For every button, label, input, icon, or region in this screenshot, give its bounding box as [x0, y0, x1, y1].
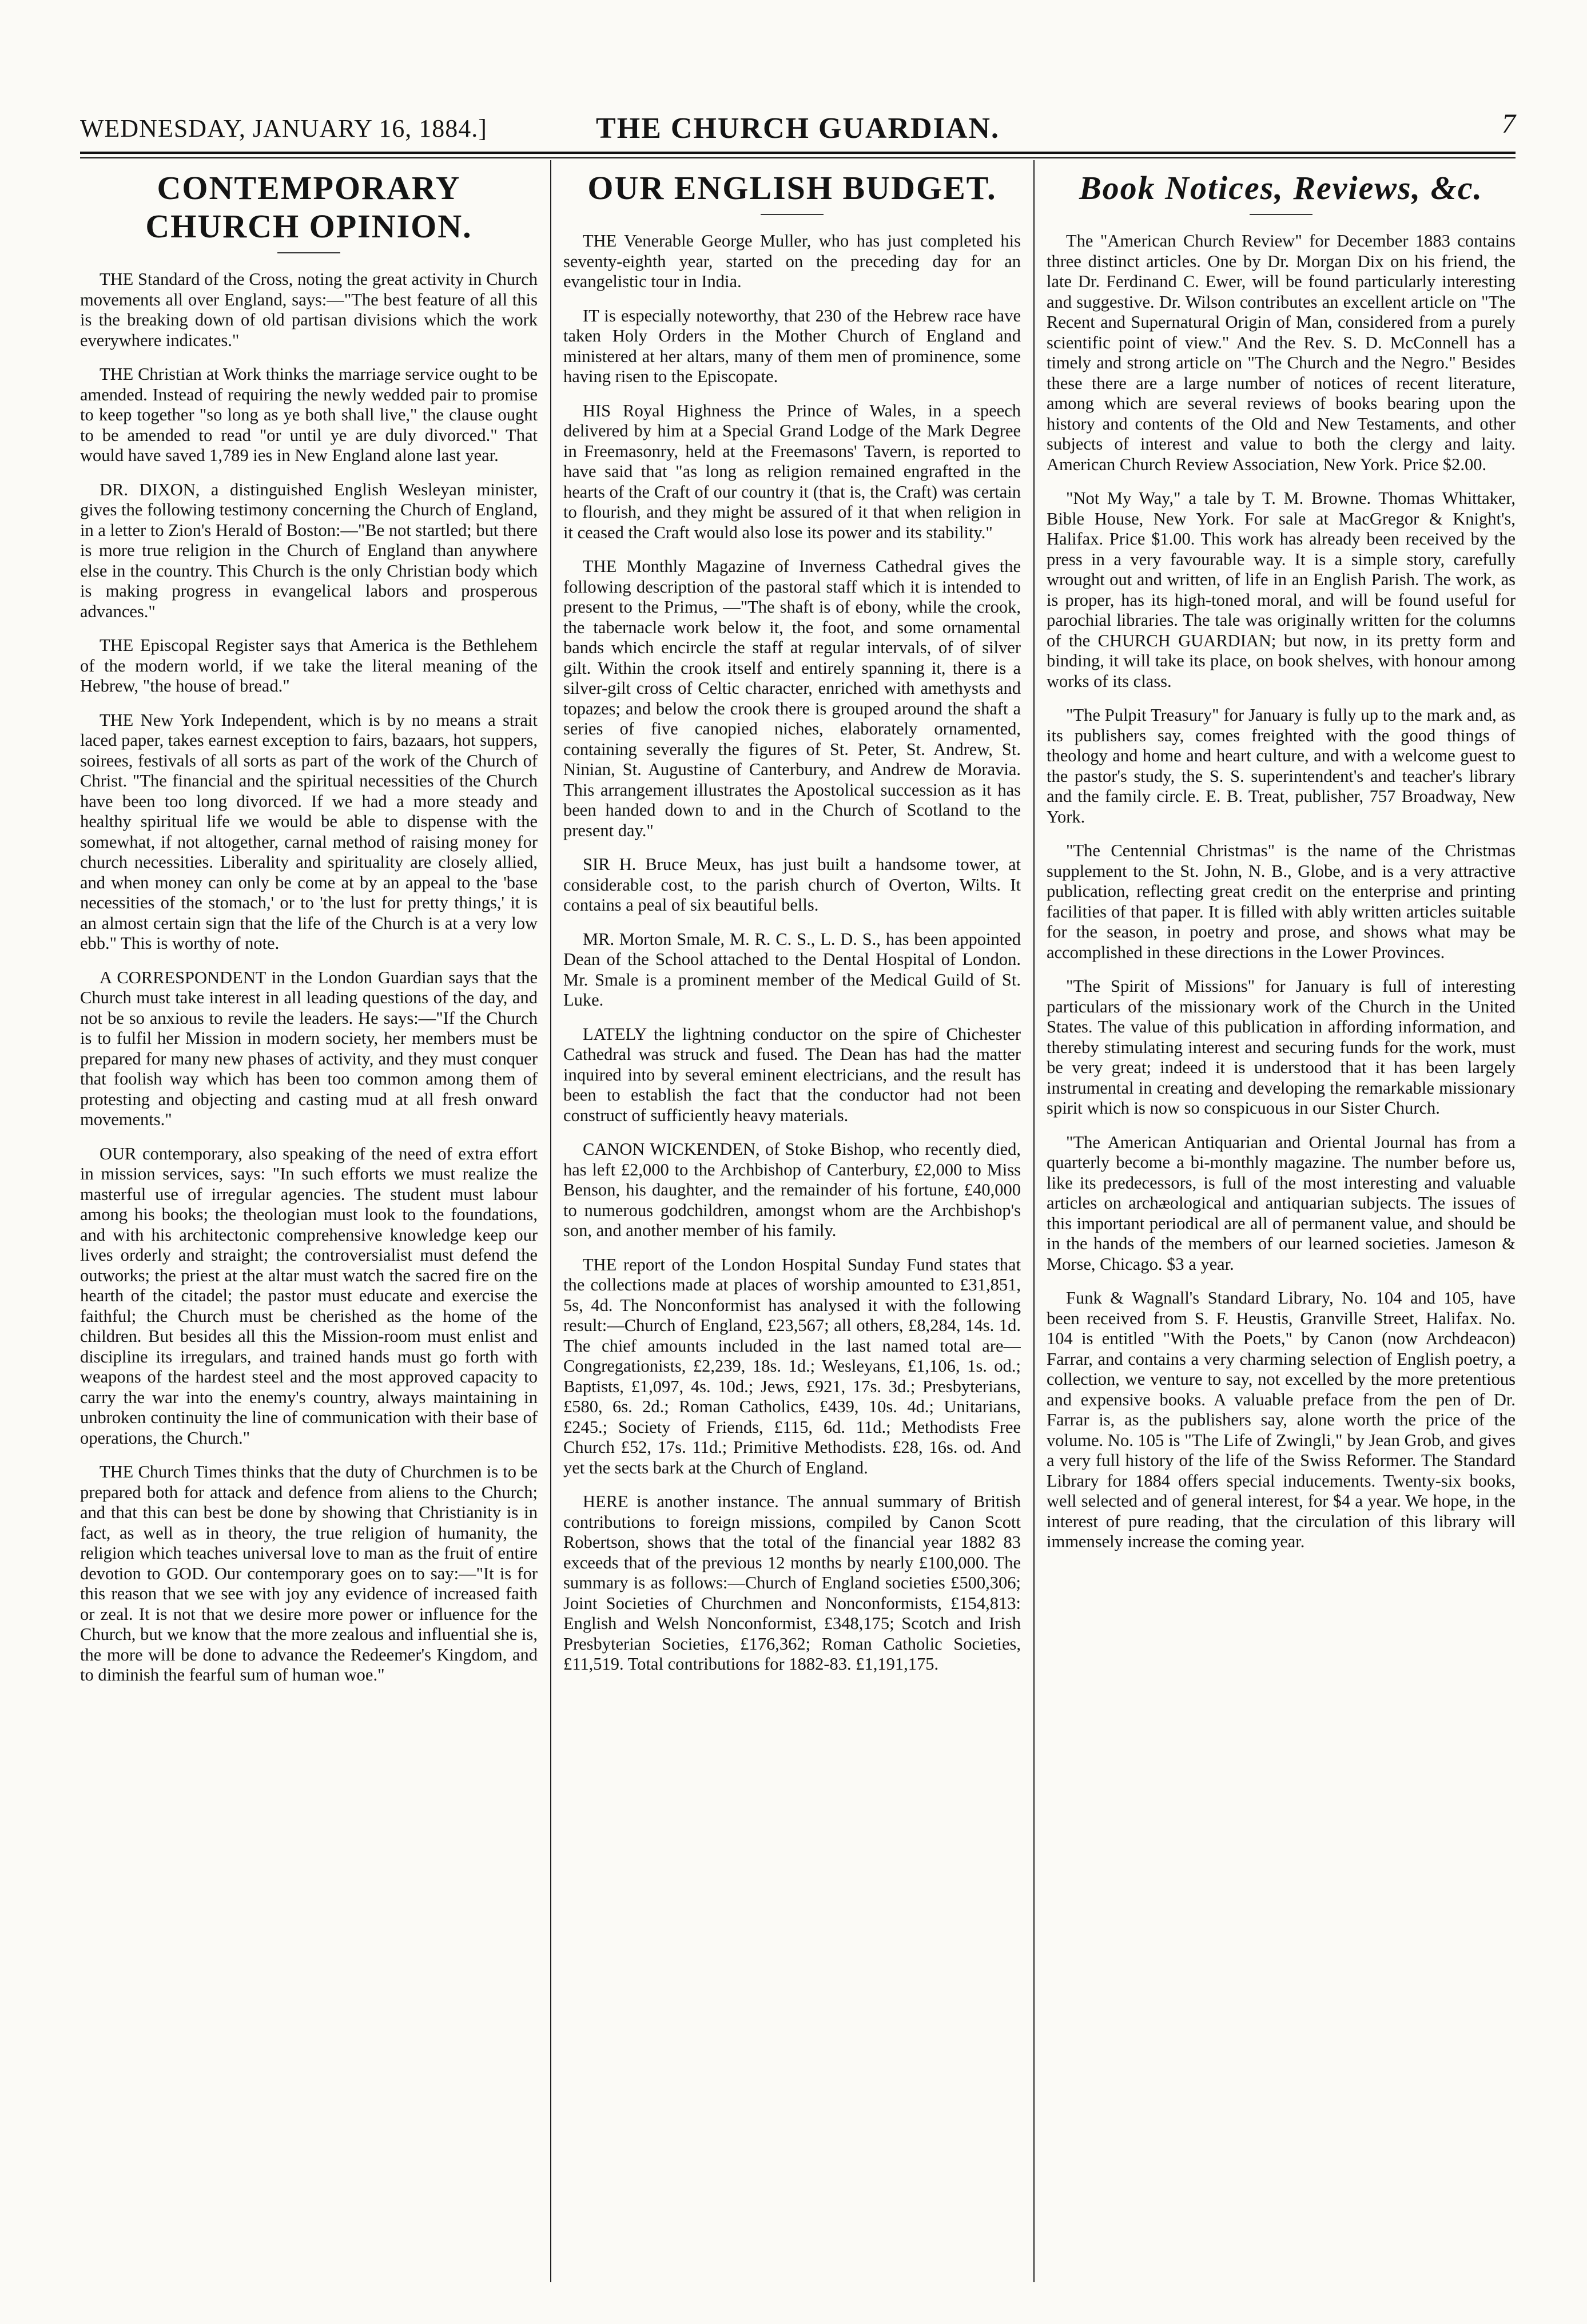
article-paragraph: "The Pulpit Treasury" for January is fully up to the mark and, as its publishers say, comes freighted with the good things of theology and home and heart culture, and with a welcome guest to the pastor's study, the S. S. superintendent's and teacher's library and the family circle. E. B. Treat, publisher, 757 Broadway, New York. — [1047, 705, 1516, 827]
column-english-budget — [563, 169, 1021, 2279]
newspaper-page — [80, 69, 1516, 2288]
heading-rule — [277, 252, 340, 253]
column-divider — [550, 160, 551, 2282]
article-paragraph: THE report of the London Hospital Sunday Fund states that the collections made at places of worship amounted to £31,851, 5s, 4d. The Nonconformist has analysed it with the following result:—Church of England, £23,567; all others, £8,284, 14s. 1d. The chief amounts included in the last named total are—Congregationists, £2,239, 18s. 1d.; Wesleyans, £1,106, 1s. od.; Baptists, £1,097, 4s. 10d.; Jews, £921, 17s. 3d.; Presbyterians, £580, 6s. 2d.; Roman Catholics, £439, 10s. 4d.; Unitarians, £245.; Society of Friends, £115, 6d. 11d.; Methodists Free Church £52, 17s. 11d.; Primitive Methodists. £28, 16s. od. And yet the sects bark at the Church of England. — [563, 1254, 1021, 1477]
article-paragraph: THE Episcopal Register says that America is the Bethlehem of the modern world, if we take the literal meaning of the Hebrew, "the house of bread." — [80, 635, 538, 696]
heading-rule — [761, 214, 824, 215]
article-paragraph: THE Standard of the Cross, noting the great activity in Church movements all over England, says:—"The best feature of all this is the breaking down of old partisan divisions which the work everywhere indicates." — [80, 269, 538, 350]
article-paragraph: HERE is another instance. The annual summary of British contributions to foreign missions, compiled by Canon Scott Robertson, shows that the total of the financial year 1882 83 exceeds that of the previous 12 months by nearly £100,000. The summary is as follows:—Church of England societies £500,306; Joint Societies of Churchmen and Nonconformists, £154,813: English and Welsh Nonconformist, £348,175; Scotch and Irish Presbyterian Societies, £176,362; Roman Catholic Societies, £11,519. Total contributions for 1882-83. £1,191,175. — [563, 1492, 1021, 1674]
article-paragraph: THE Venerable George Muller, who has just completed his seventy-eighth year, started on the preceding day for an evangelistic tour in India. — [563, 231, 1021, 291]
article-paragraph: "The Spirit of Missions" for January is full of interesting particulars of the missionary work of the Church in the United States. The value of this publication in affording information, and thereby stimulating interest and securing funds for the work, must be very great; indeed it is understood that it has been largely instrumental in creating and developing the remarkable missionary spirit which is now so conspicuous in our Sister Church. — [1047, 976, 1516, 1118]
article-paragraph: "The Centennial Christmas" is the name of the Christmas supplement to the St. John, N. B., Globe, and is a very attractive publication, reflecting great credit on the enterprise and printing facilities of that paper. It is filled with ably written articles suitable for the season, in poetry and prose, and shows what may be accomplished in these directions in the Lower Provinces. — [1047, 841, 1516, 962]
newspaper-title: THE CHURCH GUARDIAN. — [596, 112, 1000, 145]
article-paragraph: A CORRESPONDENT in the London Guardian says that the Church must take interest in all leading questions of the day, and not be so anxious to revile the leaders. He says:—"If the Church is to fulfil her Mission in modern society, her members must be prepared for many new phases of activity, and they must conquer that foolish way which has been too common among them of protesting and objecting and casting mud at all fresh onward movements." — [80, 967, 538, 1129]
page-header — [80, 109, 1516, 154]
column-divider — [1033, 160, 1035, 2282]
article-paragraph: MR. Morton Smale, M. R. C. S., L. D. S., has been appointed Dean of the School attached to the Dental Hospital of London. Mr. Smale is a prominent member of the Medical Guild of St. Luke. — [563, 929, 1021, 1010]
section-heading: CONTEMPORARY CHURCH OPINION. — [145, 169, 472, 245]
article-paragraph: DR. DIXON, a distinguished English Wesleyan minister, gives the following testimony concerning the Church of England, in a letter to Zion's Herald of Boston:—"Be not startled; but there is more true religion in the Church of England than anywhere else in the country. This Church is the only Christian body which is making progress in evangelical labors and prosperous advances." — [80, 479, 538, 621]
section-heading: Book Notices, Reviews, &c. — [1079, 169, 1483, 206]
article-paragraph: THE Monthly Magazine of Inverness Cathedral gives the following description of the pastoral staff which it is intended to present to the Primus, —"The shaft is of ebony, while the crook, the tabernacle work below it, the foot, and some ornamental bands which encircle the staff at regular intervals, of of silver gilt. Within the crook itself and entirely spanning it, there is a silver-gilt cross of Celtic character, enriched with amethysts and topazes; and below the crook there is grouped around the shaft a series of five canopied niches, elaborately ornamented, containing severally the figures of St. Peter, St. Andrew, St. Ninian, St. Augustine of Canterbury, and Andrew de Moravia. This arrangement illustrates the Apostolical succession as it has been handed down to and in the Church of Scotland to the present day." — [563, 557, 1021, 840]
article-paragraph: THE New York Independent, which is by no means a strait laced paper, takes earnest exception to fairs, bazaars, hot suppers, soirees, festivals of all sorts as part of the work of the Church of Christ. "The financial and the spiritual necessities of the Church have been too long divorced. If we had a more steady and healthy spiritual life we would be able to dispense with the somewhat, if not altogether, carnal method of raising money for church necessities. Liberality and spirituality are closely allied, and when money can only be come at by an appeal to the 'base necessities of the stomach,' or to 'the lust for pretty things,' it is an almost certain sign that the life of the Church is at a very low ebb." This is worthy of note. — [80, 710, 538, 953]
article-body — [80, 269, 538, 1686]
issue-date: WEDNESDAY, JANUARY 16, 1884.] — [80, 114, 487, 142]
header-rule — [80, 157, 1516, 158]
column-book-notices — [1047, 169, 1516, 2279]
section-heading: OUR ENGLISH BUDGET. — [587, 169, 997, 206]
article-body — [1047, 231, 1516, 1552]
article-paragraph: LATELY the lightning conductor on the spire of Chichester Cathedral was struck and fused. The Dean has had the matter inquired into by several eminent electricians, and the result has been to establish the fact that the conductor had not been construct of sufficiently heavy materials. — [563, 1024, 1021, 1125]
article-paragraph: "The American Antiquarian and Oriental Journal has from a quarterly become a bi-monthly magazine. The number before us, like its predecessors, is full of the most interesting and valuable articles on archæological and antiquarian subjects. The issues of this important periodical are all of permanent value, and should be in the hands of the members of our learned societies. Jameson & Morse, Chicago. $3 a year. — [1047, 1132, 1516, 1274]
article-paragraph: "Not My Way," a tale by T. M. Browne. Thomas Whittaker, Bible House, New York. For sale at MacGregor & Knight's, Halifax. Price $1.00. This work has already been received by the press in a very favourable way. It is a simple story, carefully wrought out and written, of life in an English Parish. The work, as is proper, has its high-toned moral, and will be found useful for parochial libraries. The tale was originally written for the columns of the CHURCH GUARDIAN; but now, in its pretty form and binding, it will take its place, on book shelves, with honour among works of its class. — [1047, 488, 1516, 691]
article-paragraph: HIS Royal Highness the Prince of Wales, in a speech delivered by him at a Special Grand Lodge of the Mark Degree in Freemasonry, held at the Freemasons' Tavern, is reported to have said that "as long as religion remained engrafted in the hearts of the Craft of our country it (that is, the Craft) was certain to flourish, and they might be assured of it that when religion in it ceased the Craft would also lose its power and its stability." — [563, 400, 1021, 542]
article-paragraph: Funk & Wagnall's Standard Library, No. 104 and 105, have been received from S. F. Heustis, Granville Street, Halifax. No. 104 is entitled "With the Poets," by Canon (now Archdeacon) Farrar, and contains a very charming selection of English poetry, a collection, we venture to say, not excelled by the more pretentious and expensive books. A valuable preface from the pen of Dr. Farrar is, as the publishers say, alone worth the price of the volume. No. 105 is "The Life of Zwingli," by Jean Grob, and gives a very full history of the life of the Swiss Reformer. The Standard Library for 1884 offers special inducements. Twenty-six books, well selected and of general interest, for $4 a year. We hope, in the interest of pure reading, that the circulation of this library will immensely increase the coming year. — [1047, 1288, 1516, 1551]
column-contemporary-church-opinion — [80, 169, 538, 2279]
article-paragraph: The "American Church Review" for December 1883 contains three distinct articles. One by Dr. Morgan Dix on his friend, the late Dr. Ferdinand C. Ewer, will be found particularly interesting and suggestive. Dr. Wilson contributes an excellent article on "The Recent and Supernatural Origin of Man, considered from a purely scientific point of view." And the Rev. S. D. McConnell has a timely and strong article on "The Church and the Negro." Besides these there are a large number of notices of recent literature, among which are several reviews of books bearing upon the history and contents of the Old and New Testaments, and other subjects of interest and value to both the clergy and laity. American Church Review Association, New York. Price $2.00. — [1047, 231, 1516, 474]
article-paragraph: OUR contemporary, also speaking of the need of extra effort in mission services, says: "In such efforts we must realize the masterful use of irregular agencies. The student must labour among his books; the theologian must look to the foundations, and with his architectonic comprehensive knowledge keep our lives orderly and straight; the controversialist must defend the outworks; the priest at the altar must watch the sacred fire on the hearth of the citadel; the pastor must educate and exercise the faithful; the Church must be cherished as the home of the children. But besides all this the Mission-room must enlist and discipline its irregulars, and trained hands must go forth with weapons of the hardest steel and the most approved capacity to carry the war into the enemy's country, always maintaining in unbroken continuity the line of communication with their base of operations, the Church." — [80, 1143, 538, 1448]
article-paragraph: CANON WICKENDEN, of Stoke Bishop, who recently died, has left £2,000 to the Archbishop of Canterbury, £2,000 to Miss Benson, his daughter, and the remainder of his fortune, £40,000 to numerous godchildren, amongst whom are the Archbishop's son, and another member of his family. — [563, 1139, 1021, 1240]
article-paragraph: THE Christian at Work thinks the marriage service ought to be amended. Instead of requiring the newly wedded pair to promise to keep together "so long as ye both shall live," the clause ought to be amended to read "or until ye are duly divorced." That would have saved 1,789 ies in New England alone last year. — [80, 364, 538, 465]
article-paragraph: IT is especially noteworthy, that 230 of the Hebrew race have taken Holy Orders in the Mother Church of England and ministered at her altars, many of them men of prominence, some having risen to the Episcopate. — [563, 305, 1021, 386]
article-body — [563, 231, 1021, 1675]
page-number: 7 — [1502, 109, 1516, 139]
heading-rule — [1250, 214, 1312, 215]
article-paragraph: THE Church Times thinks that the duty of Churchmen is to be prepared both for attack and defence from aliens to the Church; and that this can best be done by showing that Christianity is in fact, as well as in theory, the true religion of humanity, the religion which teaches universal love to man as the fruit of entire devotion to GOD. Our contemporary goes on to say:—"It is for this reason that we see with joy any evidence of increased faith or zeal. It is not that we desire more power or influence for the Church, but we know that the more zealous and influential she is, the more will be done to advance the Redeemer's Kingdom, and to diminish the fearful sum of human woe." — [80, 1462, 538, 1685]
article-paragraph: SIR H. Bruce Meux, has just built a handsome tower, at considerable cost, to the parish church of Overton, Wilts. It contains a peal of six beautiful bells. — [563, 855, 1021, 915]
